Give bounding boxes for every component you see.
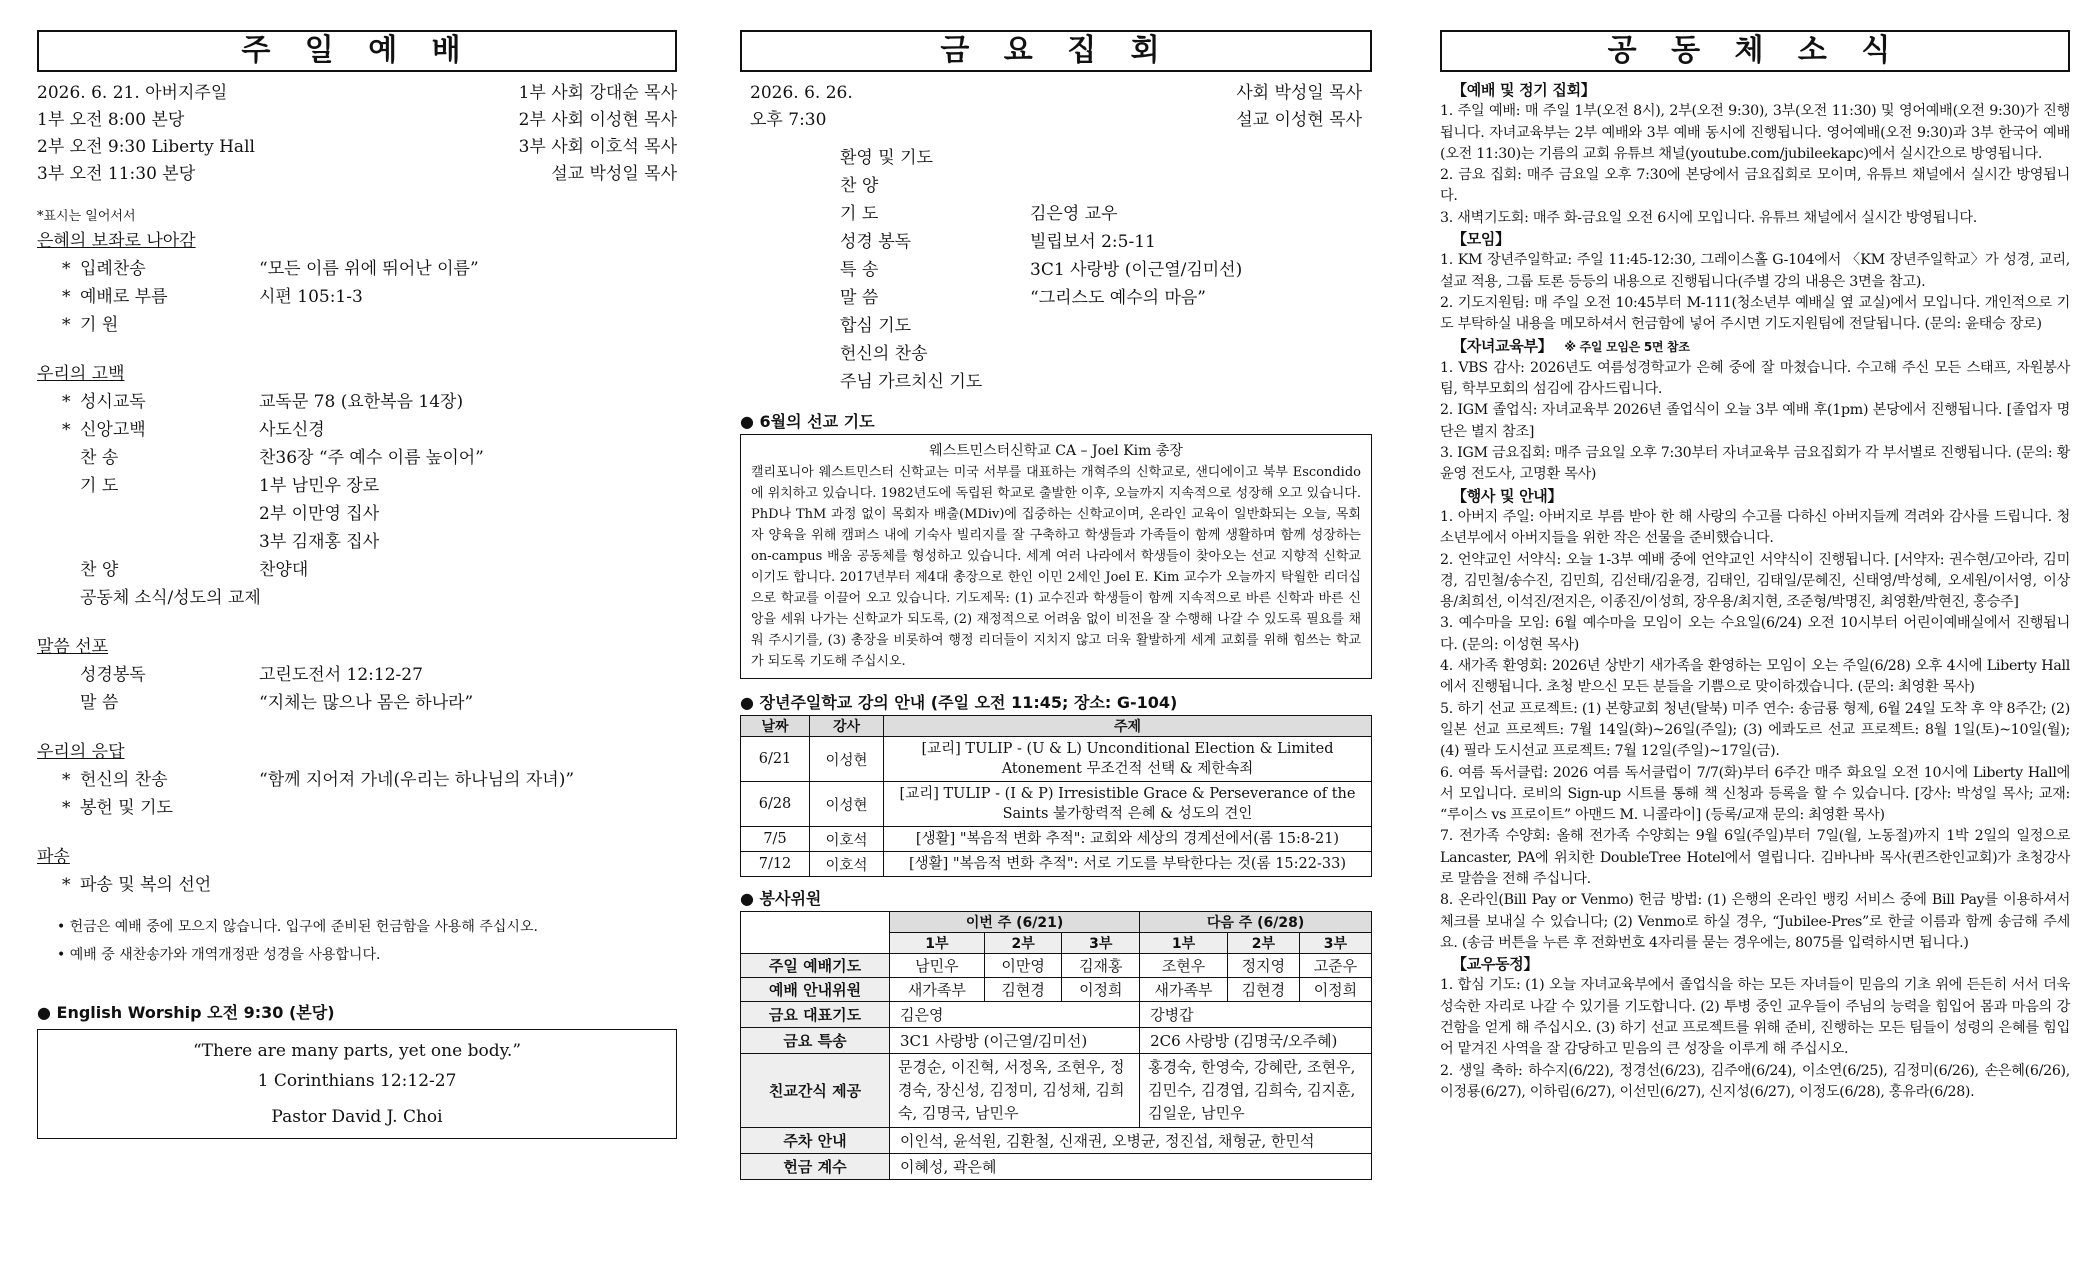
order-item-label: 공동체 소식/성도의 교제: [80, 588, 261, 608]
order-item-label: 성시교독: [80, 392, 146, 412]
km-speaker: 이호석: [810, 827, 884, 852]
section-gap: [37, 339, 677, 361]
news-section-heading: [1440, 229, 2070, 250]
friday-item-label: 주님 가르치신 기도: [840, 372, 983, 392]
fri-song-next: 2C6 사랑방 (김명국/오주혜): [1140, 1028, 1372, 1054]
news-paragraph: 3. 예수마을 모임: 6월 예수마을 모임이 오는 수요일(6/24) 오전 10시부터 어린이예배실에서 진행됩니다. (문의: 이성현 목사): [1440, 615, 2070, 653]
order-item-value: 시편 105:1-3: [259, 287, 363, 307]
this-week-header: 이번 주 (6/21): [890, 912, 1140, 933]
order-item-label: 찬 송: [80, 448, 119, 468]
col-date: 날짜: [741, 716, 810, 737]
news-paragraph: 1. VBS 감사: 2026년도 여름성경학교가 은혜 중에 잘 마쳤습니다. 수고해 주신 모든 스태프, 자원봉사팀, 학부모회의 섬김에 감사드립니다.: [1440, 359, 2070, 398]
order-item-label: 입례찬송: [80, 259, 146, 279]
service-line: [37, 134, 677, 161]
news-heading-text: 【행사 및 안내】: [1452, 486, 1563, 505]
km-date: 6/21: [741, 737, 810, 782]
leader-1: 1부 사회 강대순 목사: [518, 83, 677, 103]
km-speaker: 이성현: [810, 782, 884, 827]
prayer-cell: 김재홍: [1062, 954, 1140, 978]
friday-order-item: [740, 284, 1372, 312]
row-label-offering: 헌금 계수: [741, 1154, 890, 1180]
news-paragraph: 6. 여름 독서클럽: 2026 여름 독서클럽이 7/7(화)부터 6주간 매주 화요일 오전 10시에 Liberty Hall에서 모입니다. 로비의 Sign-up 시트를 통해 책 신청과 등록을 할 수 있습니다. [강사: 박성일 목사; 교재: “루이스 vs 프로이트” 아맨드 M. 니콜라이] (등록/교재 문의: 최영환 목사): [1440, 764, 2070, 824]
fri-prayer-next: 강병갑: [1140, 1002, 1372, 1028]
stand-marker: *: [62, 798, 71, 818]
friday-time-line: [740, 107, 1372, 134]
section-title: 우리의 고백: [37, 364, 125, 384]
km-school-heading: ● 장년주일학교 강의 안내 (주일 오전 11:45; 장소: G-104): [740, 693, 1178, 712]
usher-cell: 김현경: [1227, 978, 1299, 1002]
friday-order-item: [740, 256, 1372, 284]
english-heading-text: English Worship 오전 9:30 (본당): [56, 1003, 335, 1022]
prayer-cell: 이만영: [984, 954, 1062, 978]
table-row: [741, 782, 1372, 827]
worship-date: 2026. 6. 21. 아버지주일: [37, 83, 228, 103]
news-paragraph: 1. 합심 기도: (1) 오늘 자녀교육부에서 졸업식을 하는 모든 자녀들이 믿음의 기초 위에 든든히 서서 더욱 성숙한 자리로 나갈 수 있기를 기도합니다. (2) 투병 중인 교우들이 주님의 능력을 힘입어 몸과 마음의 강건함을 얻게 해 주십시오. (3) 하기 선교 프로젝트를 위해 준비, 진행하는 모든 팀들이 성령의 은혜를 힘입어 맡겨진 사역을 잘 감당하고 믿음의 큰 성장을 이루게 해 주십시오.: [1440, 977, 2070, 1058]
order-item-label: 기 원: [80, 315, 119, 335]
friday-order-item: [740, 172, 1372, 200]
order-item: [37, 584, 677, 612]
friday-item-label: 기 도: [840, 204, 879, 224]
friday-order-item: [740, 340, 1372, 368]
order-item-value: “함께 지어져 가네(우리는 하나님의 자녀)”: [259, 770, 575, 790]
order-item-value: 고린도전서 12:12-27: [259, 665, 423, 685]
row-label-usher: 예배 안내위원: [741, 978, 890, 1002]
usher-cell: 새가족부: [890, 978, 985, 1002]
service-line: [37, 161, 677, 188]
friday-order: [740, 144, 1372, 396]
news-heading-text: 【교우동정】: [1452, 955, 1539, 974]
km-school-table: [740, 715, 1372, 877]
part-header: 2부: [1227, 933, 1299, 954]
km-topic: [교리] TULIP - (I & P) Irresistible Grace & Perseverance of the Saints 불가항력적 은혜 & 성도의 견인: [884, 782, 1372, 827]
servants-corner: [741, 912, 890, 954]
english-worship-box: [37, 1029, 677, 1139]
order-item: [37, 871, 677, 899]
friday-item-label: 찬 양: [840, 176, 879, 196]
usher-cell: 이정희: [1299, 978, 1371, 1002]
order-item-label: 파송 및 복의 선언: [80, 875, 212, 895]
order-item-label: 헌신의 찬송: [80, 770, 168, 790]
km-topic: [생활] "복음적 변화 추적": 서로 기도를 부탁한다는 것(롬 15:22-33): [884, 852, 1372, 877]
news-section-heading: [1440, 954, 2070, 975]
order-item-label: 봉헌 및 기도: [80, 798, 173, 818]
friday-item-label: 성경 봉독: [840, 232, 912, 252]
friday-item-label: 합심 기도: [840, 316, 912, 336]
next-week-header: 다음 주 (6/28): [1140, 912, 1372, 933]
fri-prayer-this: 김은영: [890, 1002, 1140, 1028]
servants-heading-text: 봉사위원: [759, 889, 822, 908]
news-paragraph: 8. 온라인(Bill Pay or Venmo) 헌금 방법: (1) 은행의 온라인 뱅킹 서비스 중에 Bill Pay를 이용하셔서 체크를 보내실 수 있습니다; (2) Venmo로 하실 경우, “Jubilee-Pres”로 한글 이름과 함께 송금해 주세요. (송금 버튼을 누른 후 전화번호 4자리를 묻는 경우에는, 8075를 입력하시면 됩니다.): [1440, 892, 2070, 951]
bullet-glyph: •: [57, 919, 70, 935]
order-item-label: 기 도: [80, 476, 119, 496]
english-pastor: Pastor David J. Choi: [271, 1107, 443, 1127]
order-of-worship: [37, 228, 677, 899]
order-item: [37, 528, 677, 556]
friday-column: [740, 30, 1372, 1180]
news-heading-text: 【자녀교육부】: [1452, 336, 1553, 355]
order-item: [37, 556, 677, 584]
news-subnote: ※ 주일 모임은 5면 참조: [1564, 339, 1690, 354]
km-topic: [생활] "복음적 변화 추적": 교회와 세상의 경계선에서(롬 15:8-21): [884, 827, 1372, 852]
news-paragraph: 1. KM 장년주일학교: 주일 11:45-12:30, 그레이스홀 G-104에서 〈KM 장년주일학교〉가 성경, 교리, 설교 적용, 그룹 토론 등등의 내용으로 진행됩니다(주별 강의 내용은 3면을 참고).: [1440, 252, 2070, 290]
sunday-worship-column: [37, 30, 677, 1139]
friday-item-label: 헌신의 찬송: [840, 344, 928, 364]
km-speaker: 이호석: [810, 852, 884, 877]
friday-date: 2026. 6. 26.: [750, 83, 853, 103]
km-date: 7/12: [741, 852, 810, 877]
offering-cell: 이혜성, 곽은혜: [890, 1154, 1372, 1180]
col-speaker: 강사: [810, 716, 884, 737]
worship-date-line: [37, 80, 677, 107]
stand-marker: *: [62, 287, 71, 307]
prayer-cell: 정지영: [1227, 954, 1299, 978]
news-heading-text: 【예배 및 정기 집회】: [1452, 81, 1596, 99]
fri-song-this: 3C1 사랑방 (이근열/김미선): [890, 1028, 1140, 1054]
service-2: 2부 오전 9:30 Liberty Hall: [37, 137, 255, 157]
news-section-heading: [1440, 486, 2070, 507]
news-paragraph: 5. 하기 선교 프로젝트: (1) 본향교회 청년(탈북) 미주 연수: 송금룡 형제, 6월 24일 도착 후 약 8주간; (2) 일본 선교 프로젝트: 7월 14일(화)~26일(주일); (3) 에콰도르 선교 프로젝트: 8월 1일(토)~10일(월); (4) 필라 도시선교 프로젝트: 7월 12일(주일)~17일(금).: [1440, 700, 2070, 760]
prayer-cell: 고준우: [1299, 954, 1371, 978]
section-title: 말씀 선포: [37, 637, 109, 657]
stand-marker: *: [62, 259, 71, 279]
news-paragraph: 1. 아버지 주일: 아버지로 부름 받아 한 해 사랑의 수고를 다하신 아버지들께 격려와 감사를 드립니다. 청소년부에서 아버지들을 위한 작은 선물을 준비했습니다.: [1440, 508, 2070, 547]
section-gap: [37, 612, 677, 634]
note-text: 헌금은 예배 중에 모으지 않습니다. 입구에 준비된 헌금함을 사용해 주십시오.: [69, 919, 538, 935]
stand-note: *표시는 일어서서: [37, 209, 136, 224]
news-paragraph: 3. 새벽기도회: 매주 화-금요일 오전 6시에 모입니다. 유튜브 채널에서 실시간 방영됩니다.: [1440, 209, 1977, 226]
prayer-cell: 조현우: [1140, 954, 1228, 978]
order-item: [37, 500, 677, 528]
order-item-label: 신앙고백: [80, 420, 146, 440]
servants-table: [740, 911, 1372, 1180]
order-item: [37, 255, 677, 283]
news-section-heading: [1440, 336, 2070, 358]
km-speaker: 이성현: [810, 737, 884, 782]
stand-marker: *: [62, 875, 71, 895]
news-paragraph: 2. 금요 집회: 매주 금요일 오후 7:30에 본당에서 금요집회로 모이며, 유튜브 채널에서 실시간 방영됩니다.: [1440, 167, 2070, 205]
part-header: 2부: [984, 933, 1062, 954]
row-label-fri-prayer: 금요 대표기도: [741, 1002, 890, 1028]
mission-box: [740, 434, 1372, 679]
order-item-label: 성경봉독: [80, 665, 146, 685]
servants-heading: ● 봉사위원: [740, 889, 822, 908]
worship-note: [37, 941, 677, 969]
km-topic: [교리] TULIP - (U & L) Unconditional Election & Limited Atonement 무조건적 선택 & 제한속죄: [884, 737, 1372, 782]
news-column: [1440, 30, 2070, 1103]
row-label-snack: 친교간식 제공: [741, 1054, 890, 1128]
mission-heading-text: 6월의 선교 기도: [759, 412, 875, 431]
order-item-value: “모든 이름 위에 뛰어난 이름”: [259, 259, 479, 279]
snack-next: 홍경숙, 한영숙, 강혜란, 조현우, 김민수, 김경엽, 김희숙, 김지훈, 김일운, 남민우: [1140, 1054, 1372, 1128]
english-ref: 1 Corinthians 12:12-27: [257, 1071, 457, 1091]
usher-cell: 새가족부: [1140, 978, 1228, 1002]
stand-marker: *: [62, 315, 71, 335]
friday-item-value: 빌립보서 2:5-11: [1030, 232, 1156, 252]
friday-order-item: [740, 312, 1372, 340]
news-paragraph: 4. 새가족 환영회: 2026년 상반기 새가족을 환영하는 모임이 오는 주일(6/28) 오후 4시에 Liberty Hall에서 진행됩니다. 초청 받으신 모든 분들을 기쁨으로 맞이하겠습니다. (문의: 최영환 목사): [1440, 658, 2070, 696]
friday-item-value: 3C1 사랑방 (이근열/김미선): [1030, 260, 1243, 280]
news-paragraph: 7. 전가족 수양회: 올해 전가족 수양회는 9월 6일(주일)부터 7일(월, 노동절)까지 1박 2일의 일정으로 Lancaster, PA에 위치한 DoubleTree Hotel에서 열립니다. 김바나바 목사(퀸즈한인교회)가 초청강사로 말씀을 전해 주십니다.: [1440, 828, 2070, 887]
section-title: 파송: [37, 847, 70, 867]
service-3: 3부 오전 11:30 본당: [37, 164, 196, 184]
leader-3: 3부 사회 이호석 목사: [518, 137, 677, 157]
news-body: [1440, 80, 2070, 1103]
stand-marker: *: [62, 420, 71, 440]
order-item: [37, 794, 677, 822]
row-label-parking: 주차 안내: [741, 1128, 890, 1154]
section-title: 은혜의 보좌로 나아감: [37, 231, 196, 251]
order-item: [37, 388, 677, 416]
order-item-label: 찬 양: [80, 560, 119, 580]
order-item: [37, 311, 677, 339]
mission-heading: ● 6월의 선교 기도: [740, 412, 875, 431]
worship-notes: [37, 913, 677, 969]
friday-item-value: “그리스도 예수의 마음”: [1030, 288, 1206, 308]
table-row: [741, 827, 1372, 852]
news-heading-text: 【모임】: [1452, 230, 1510, 249]
order-item-value: 찬36장 “주 예수 이름 높이어”: [259, 448, 484, 468]
news-section-heading: [1440, 80, 2070, 101]
order-item-value: 3부 김재홍 집사: [259, 532, 380, 552]
friday-order-item: [740, 368, 1372, 396]
mission-title: 웨스트민스터신학교 CA – Joel Kim 총장: [929, 443, 1183, 459]
friday-date-line: [740, 80, 1372, 107]
table-row: [741, 852, 1372, 877]
friday-item-value: 김은영 교우: [1030, 204, 1118, 224]
order-item-value: 2부 이만영 집사: [259, 504, 380, 524]
friday-order-item: [740, 144, 1372, 172]
order-item-value: 찬양대: [259, 560, 309, 580]
order-item-label: 말 씀: [80, 693, 119, 713]
leader-2: 2부 사회 이성현 목사: [518, 110, 677, 130]
km-heading-text: 장년주일학교 강의 안내 (주일 오전 11:45; 장소: G-104): [759, 693, 1178, 712]
news-paragraph: 2. 언약교인 서약식: 오늘 1-3부 예배 중에 언약교인 서약식이 진행됩니다. [서약자: 권수현/고아라, 김미경, 김민철/송수진, 김민희, 김선태/김윤경, 김태인, 김태일/문혜진, 신태영/박성혜, 오세원/이서영, 이상용/최희선, 이석진/전지은, 이종진/이성희, 장우용/최지현, 조준형/박명진, 최영환/박현진, 홍승주]: [1440, 551, 2070, 611]
friday-leader-2: 설교 이성현 목사: [1236, 110, 1362, 130]
part-header: 3부: [1062, 933, 1140, 954]
friday-item-label: 환영 및 기도: [840, 148, 933, 168]
usher-cell: 김현경: [984, 978, 1062, 1002]
order-item-value: “지체는 많으나 몸은 하나라”: [259, 693, 474, 713]
row-label-prayer: 주일 예배기도: [741, 954, 890, 978]
order-item: [37, 766, 677, 794]
news-title: 공 동 체 소 식: [1440, 30, 2070, 72]
order-item: [37, 283, 677, 311]
preacher: 설교 박성일 목사: [551, 164, 677, 184]
news-paragraph: 2. IGM 졸업식: 자녀교육부 2026년 졸업식이 오늘 3부 예배 후(1pm) 본당에서 진행됩니다. [졸업자 명단은 별지 참조]: [1440, 402, 2070, 440]
order-item-value: 사도신경: [259, 420, 325, 440]
friday-time: 오후 7:30: [750, 110, 827, 130]
order-item: [37, 416, 677, 444]
note-text: 예배 중 새찬송가와 개역개정판 성경을 사용합니다.: [69, 947, 381, 963]
section-gap: [37, 822, 677, 844]
mission-body: 캘리포니아 웨스트민스터 신학교는 미국 서부를 대표하는 개혁주의 신학교로, 샌디에이고 북부 Escondido에 위치하고 있습니다. 1982년도에 독립된 학교로 출발한 이후, 오늘까지 지속적으로 성장해 오고 있습니다. PhD나 ThM 과정 없이 목회자 배출(MDiv)에 집중하는 신학교이며, 온라인 교육이 일반화되는 오늘, 목회자 양육을 위해 캠퍼스 내에 기숙사 빌리지를 잘 구축하고 학생들과 가족들이 함께 생활하며 함께 성장하는 on-campus 배움 공동체를 형성하고 있습니다. 세계 여러 나라에서 학생들이 찾아오는 선교 지향적 신학교이기도 합니다. 2017년부터 제4대 총장으로 한인 이민 2세인 Joel E. Kim 교수가 오늘까지 탁월한 리더십으로 학교를 이끌어 오고 있습니다. 기도제목: (1) 교수진과 학생들이 함께 지속적으로 바른 신학과 바른 신앙을 세워 나가는 신학교가 되도록, (2) 재정적으로 어려움 없이 비전을 잘 수행해 나갈 수 있도록 필요를 채워 주시기를, (3) 총장을 비롯하여 행정 리더들이 지치지 않고 더욱 활발하게 세계 교회를 위해 힘쓰는 학교가 되도록 기도해 주십시오.: [751, 465, 1361, 669]
order-item-value: 1부 남민우 장로: [259, 476, 380, 496]
friday-item-label: 말 씀: [840, 288, 879, 308]
worship-note: [37, 913, 677, 941]
friday-leader-1: 사회 박성일 목사: [1236, 83, 1362, 103]
news-paragraph: 2. 기도지원팀: 매 주일 오전 10:45부터 M-111(청소년부 예배실 옆 교실)에서 모입니다. 개인적으로 기도 부탁하실 내용을 메모하셔서 헌금함에 넣어 주시면 기도지원팀에 전달됩니다. (문의: 윤태승 장로): [1440, 294, 2070, 333]
row-label-fri-song: 금요 특송: [741, 1028, 890, 1054]
part-header: 1부: [1140, 933, 1228, 954]
usher-cell: 이정희: [1062, 978, 1140, 1002]
news-paragraph: 2. 생일 축하: 하수지(6/22), 정경선(6/23), 김주애(6/24), 이소연(6/25), 김정미(6/26), 손은혜(6/26), 이정룡(6/27), 이하림(6/27), 이선민(6/27), 신지성(6/27), 이정도(6/28), 홍유라(6/28).: [1440, 1062, 2070, 1100]
friday-title: 금 요 집 회: [740, 30, 1372, 72]
bullet-glyph: •: [57, 947, 70, 963]
english-verse: “There are many parts, yet one body.”: [192, 1041, 522, 1061]
friday-order-item: [740, 228, 1372, 256]
snack-this: 문경순, 이진혁, 서정옥, 조현우, 정경숙, 장신성, 김정미, 김성채, 김희숙, 김명국, 남민우: [890, 1054, 1140, 1128]
friday-item-label: 특 송: [840, 260, 879, 280]
prayer-cell: 남민우: [890, 954, 985, 978]
table-row: [741, 737, 1372, 782]
order-item: [37, 444, 677, 472]
order-item: [37, 472, 677, 500]
stand-marker: *: [62, 392, 71, 412]
order-item-value: 교독문 78 (요한복음 14장): [259, 392, 464, 412]
news-paragraph: 1. 주일 예배: 매 주일 1부(오전 8시), 2부(오전 9:30), 3부(오전 11:30) 및 영어예배(오전 9:30)가 진행됩니다. 자녀교육부는 2부 예배와 3부 예배 동시에 진행됩니다. 영어예배(오전 9:30)과 3부 한국어 예배(오전 11:30)는 기름의 교회 유튜브 채널(youtube.com/jubileekapc)에서 실시간으로 방영됩니다.: [1440, 103, 2070, 162]
stand-marker: *: [62, 770, 71, 790]
section-gap: [37, 717, 677, 739]
sunday-worship-title: 주 일 예 배: [37, 30, 677, 72]
parking-cell: 이인석, 윤석원, 김환철, 신재권, 오병균, 정진섭, 채형균, 한민석: [890, 1128, 1372, 1154]
order-item-label: 예배로 부름: [80, 287, 168, 307]
order-item: [37, 661, 677, 689]
service-1: 1부 오전 8:00 본당: [37, 110, 185, 130]
english-worship-heading: ● English Worship 오전 9:30 (본당): [37, 1003, 335, 1022]
km-date: 7/5: [741, 827, 810, 852]
col-topic: 주제: [884, 716, 1372, 737]
part-header: 3부: [1299, 933, 1371, 954]
service-line: [37, 107, 677, 134]
km-date: 6/28: [741, 782, 810, 827]
part-header: 1부: [890, 933, 985, 954]
friday-order-item: [740, 200, 1372, 228]
news-paragraph: 3. IGM 금요집회: 매주 금요일 오후 7:30부터 자녀교육부 금요집회가 각 부서별로 진행됩니다. (문의: 황윤영 전도사, 고명환 목사): [1440, 445, 2070, 483]
section-title: 우리의 응답: [37, 742, 125, 762]
order-item: [37, 689, 677, 717]
